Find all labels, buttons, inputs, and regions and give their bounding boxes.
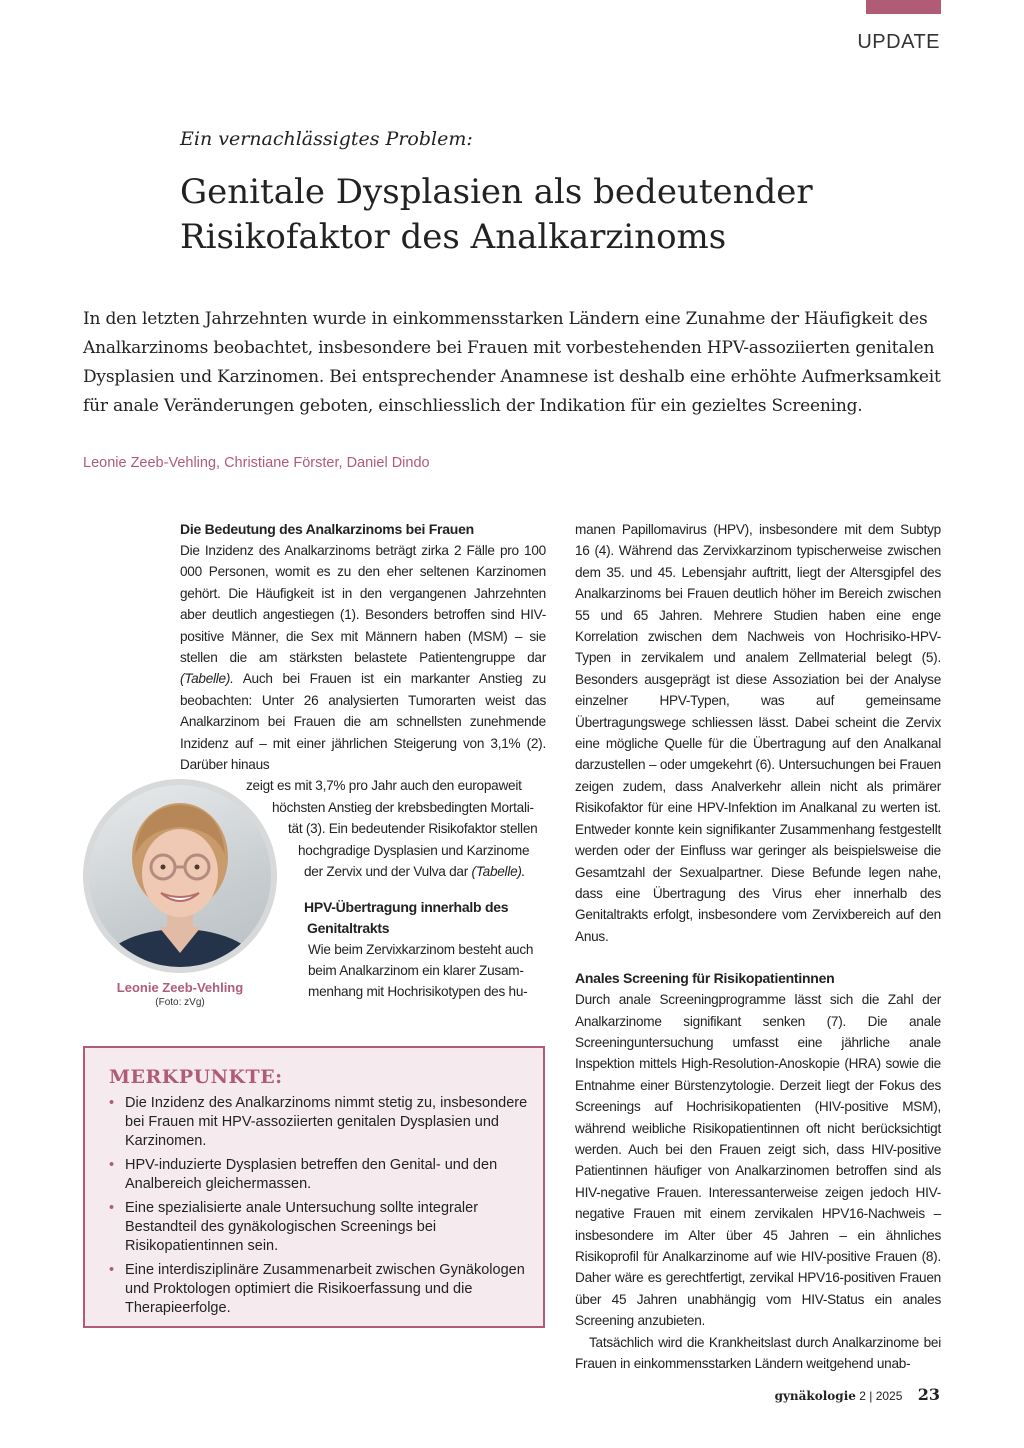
article-authors: Leonie Zeeb-Vehling, Christiane Förster, Daniel Dindo [83, 455, 430, 471]
text-line: beim Analkarzinom ein klarer Zusam- [308, 962, 524, 978]
table-reference: (Tabelle). [471, 864, 526, 880]
article-title [180, 170, 880, 260]
list-item-text: Eine interdisziplinäre Zusammenarbeit zwischen Gynäkologen und Proktologen optimiert die Risikoerfassung und die Therapieerfolge. [125, 1262, 525, 1316]
bullet-icon: • [109, 1200, 115, 1216]
article-kicker: Ein vernachlässigtes Problem: [180, 128, 473, 150]
text-line: menhang mit Hochrisikotypen des hu- [308, 984, 528, 1000]
top-accent-bar [866, 0, 941, 14]
title-line-2: Risikofaktor des Analkarzinoms [180, 217, 727, 257]
merkpunkte-title: MERKPUNKTE: [109, 1066, 283, 1088]
list-item-text: HPV-induzierte Dysplasien betreffen den Genital- und den Analbereich gleichermassen. [125, 1157, 498, 1192]
text-run: der Zervix und der Vulva dar [304, 864, 472, 880]
heading-line: HPV-Übertragung innerhalb des [304, 898, 509, 915]
bullet-icon: • [109, 1157, 115, 1173]
paragraph-krankheitslast: Tatsächlich wird die Krankheitslast durch Analkarzinome bei Frauen in einkommensstarken Ländern weitgehend unab- [575, 1334, 941, 1372]
text-line: tät (3). Ein bedeutender Risikofaktor stellen [288, 821, 538, 837]
paragraph-hpv-continued: manen Papillomavirus (HPV), insbesondere mit dem Subtyp 16 (4). Während das Zervixkarzinom typischerweise zwischen dem 35. und 45. Lebensjahr auftritt, liegt der Altersgipfel des Analkarzinoms bei Frauen deutlich höher im Bereich zwischen 55 und 65 Jahren. Mehrere Studien haben eine enge Korrelation zwischen dem Nachweis von Hochrisiko-HPV-Typen in zervikalem und analem Zellmaterial belegt (5). Besonders ausgeprägt ist diese Assoziation bei der Analyse einzelner HPV-Typen, was auf gemeinsame Übertragungswege schliessen lässt. Dabei scheint die Zervix eine mögliche Quelle für die Übertragung auf den Analkanal darzustellen – oder umgekehrt (6). Untersuchungen bei Frauen zeigen zudem, dass Analverkehr allein nicht als primärer Risikofaktor für eine HPV-Infektion im Analkanal zu werten ist. Entweder konnte kein signifikanter Zusammenhang festgestellt werden oder der Einfluss war geringer als beispielsweise die Gesamtzahl der Sexualpartner. Diese Befunde legen nahe, dass eine Übertragung des Virus eher innerhalb des Genitaltrakts erfolgt, insbesondere vom Zervixbereich auf den Anus. [575, 522, 941, 944]
paragraph-screening: Durch anale Screeningprogramme lässt sich die Zahl der Analkarzinome signifikant senken (7). Die anale Screeninguntersuchung umfasst eine jährliche anale Inspektion mittels High-Resolution-Anoskopie (HRA) sowie die Entnahme einer Bürstenzytologie. Derzeit liegt der Fokus des Screenings auf Hochrisikopatienten (HIV-positive MSM), während weibliche Risikopatientinnen oft nicht berücksichtigt werden. Auch bei den Frauen zeigt sich, dass HIV-positive Patientinnen häufiger von Analkarzinomen betroffen sind als HIV-negative Frauen. Interessanterweise zeigen jedoch HIV-negative Frauen mit einem zervikalen HPV16-Nachweis – insbesondere im Alter über 45 Jahren – ein ähnliches Risikoprofil für Analkarzinome auf wie HIV-positive Frauen (8). Daher wäre es gerechtfertigt, zervikal HPV16-positiven Frauen über 45 Jahren unabhängig vom HIV-Status ein anales Screening anzubieten. [575, 992, 941, 1329]
portrait-photo [89, 785, 271, 967]
heading-anales-screening: Anales Screening für Risikopatientinnen [575, 970, 835, 987]
journal-name: gynäkologie [774, 1389, 856, 1403]
text-line: höchsten Anstieg der krebsbedingten Mortali- [272, 799, 534, 815]
text-run: Die Inzidenz des Analkarzinoms beträgt zirka 2 Fälle pro 100 000 Personen, womit es zu den eher seltenen Karzinomen gehört. Die Häufigkeit ist in den vergangenen Jahrzehnten aber deutlich angestiegen (1). Besonders betroffen sind HIV-positive Männer, die Sex mit Männern haben (MSM) – sie stellen die am stärksten belastete Patientengruppe dar [180, 543, 546, 666]
list-item [109, 1156, 533, 1194]
portrait-caption-credit: (Foto: zVg) [155, 997, 205, 1008]
list-item-text: Eine spezialisierte anale Untersuchung sollte integraler Bestandteil des gynäkologischen Screenings bei Risikopatientinnen sein. [125, 1200, 479, 1254]
text-line: zeigt es mit 3,7% pro Jahr auch den europaweit [246, 778, 522, 794]
article-lead: In den letzten Jahrzehnten wurde in einkommensstarken Ländern eine Zunahme der Häufigkeit des Analkarzinoms beobachtet, insbesondere bei Frauen mit vorbestehenden HPV-assoziierten genitalen Dysplasien und Karzinomen. Bei entsprechender Anamnese ist deshalb eine erhöhte Aufmerksamkeit für anale Veränderungen geboten, einschliesslich der Indikation für ein gezieltes Screening. [83, 309, 941, 416]
bullet-icon: • [109, 1095, 115, 1111]
paragraph-bedeutung [180, 540, 546, 775]
author-portrait [83, 779, 277, 973]
list-item [109, 1094, 533, 1151]
heading-line: Genitaltrakts [307, 919, 390, 936]
title-line-1: Genitale Dysplasien als bedeutender [180, 172, 813, 212]
section-label: UPDATE [857, 31, 940, 53]
page-footer [775, 1385, 940, 1404]
text-run: Auch bei Frauen ist ein markanter Anstieg zu beobachten: Unter 26 analysierten Tumorarten weist das Analkarzinom bei Frauen die am schnellsten zunehmende Inzidenz auf – mit einer jährlichen Steigerung von 3,1% (2). Darüber hinaus [180, 671, 546, 773]
table-reference: (Tabelle). [180, 671, 234, 687]
column-right [575, 519, 941, 1374]
journal-issue: 2 | 2025 [859, 1389, 903, 1403]
portrait-illustration [89, 785, 271, 967]
merkpunkte-box [83, 1046, 545, 1328]
text-line: hochgradige Dysplasien und Karzinome [298, 842, 530, 858]
bullet-icon: • [109, 1262, 115, 1278]
heading-bedeutung: Die Bedeutung des Analkarzinoms bei Frauen [180, 521, 474, 537]
list-item [109, 1261, 533, 1318]
list-item-text: Die Inzidenz des Analkarzinoms nimmt stetig zu, insbesondere bei Frauen mit HPV-assoziierten genitalen Dysplasien und Karzinomen. [125, 1095, 528, 1149]
page-number: 23 [917, 1385, 940, 1404]
list-item [109, 1199, 533, 1256]
merkpunkte-list [109, 1094, 533, 1323]
portrait-caption-name: Leonie Zeeb-Vehling [116, 980, 244, 995]
text-line: Wie beim Zervixkarzinom besteht auch [308, 941, 534, 957]
